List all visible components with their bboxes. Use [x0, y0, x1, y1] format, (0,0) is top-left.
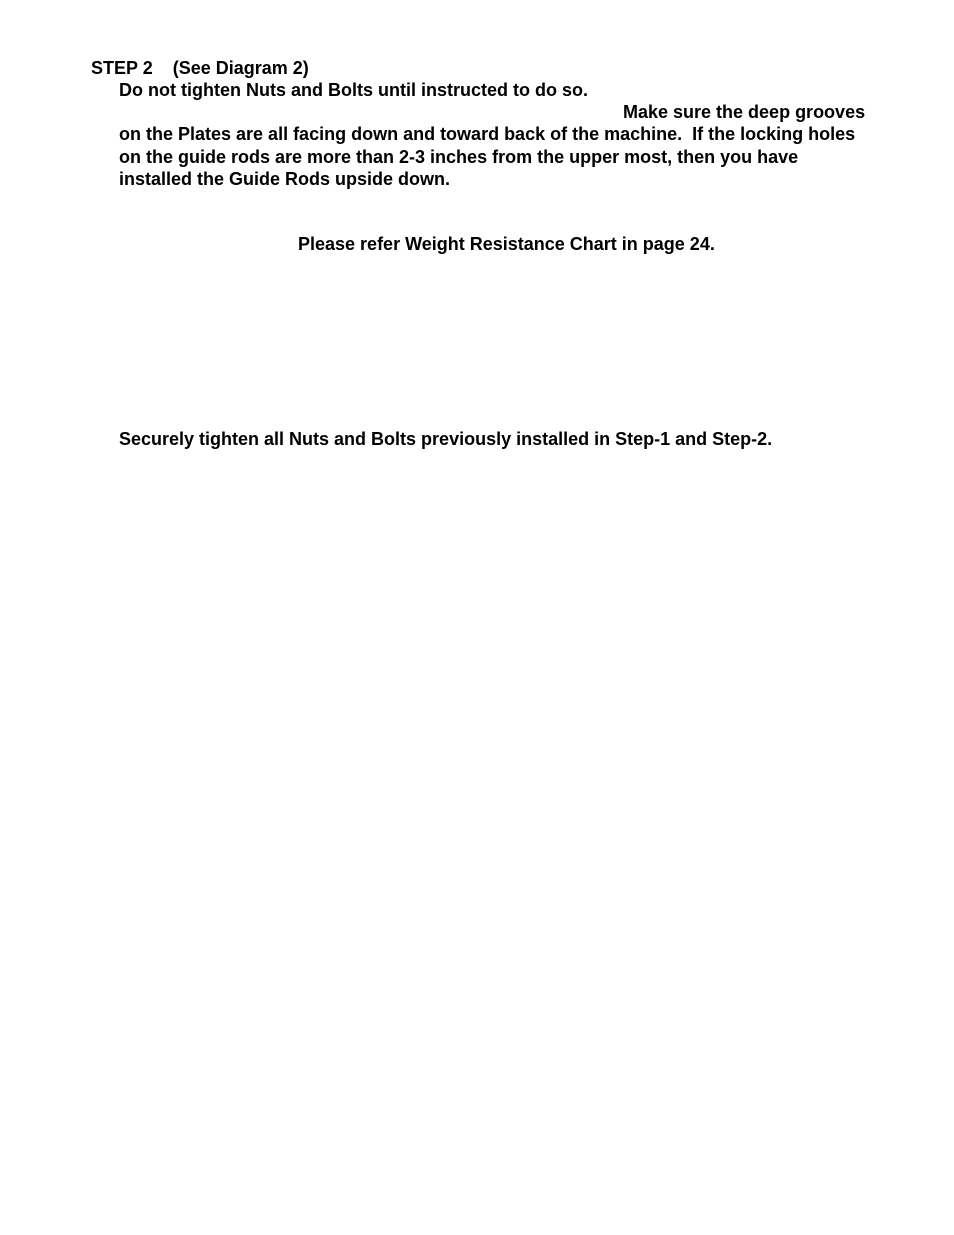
instruction-line-4: on the guide rods are more than 2-3 inches from the upper most, then you have [119, 147, 799, 167]
final-tighten-instruction: Securely tighten all Nuts and Bolts previously installed in Step-1 and Step-2. [119, 429, 773, 449]
diagram-reference: (See Diagram 2) [172, 58, 309, 78]
instruction-line-3: on the Plates are all facing down and toward back of the machine. If the locking holes [119, 124, 856, 144]
step-heading [91, 57, 309, 79]
instruction-line-2: Make sure the deep grooves [623, 102, 866, 122]
weight-chart-reference: Please refer Weight Resistance Chart in page 24. [298, 234, 715, 254]
instruction-line-1: Do not tighten Nuts and Bolts until instructed to do so. [119, 80, 588, 100]
step-label: STEP 2 [91, 58, 153, 78]
instruction-line-5: installed the Guide Rods upside down. [119, 169, 451, 189]
